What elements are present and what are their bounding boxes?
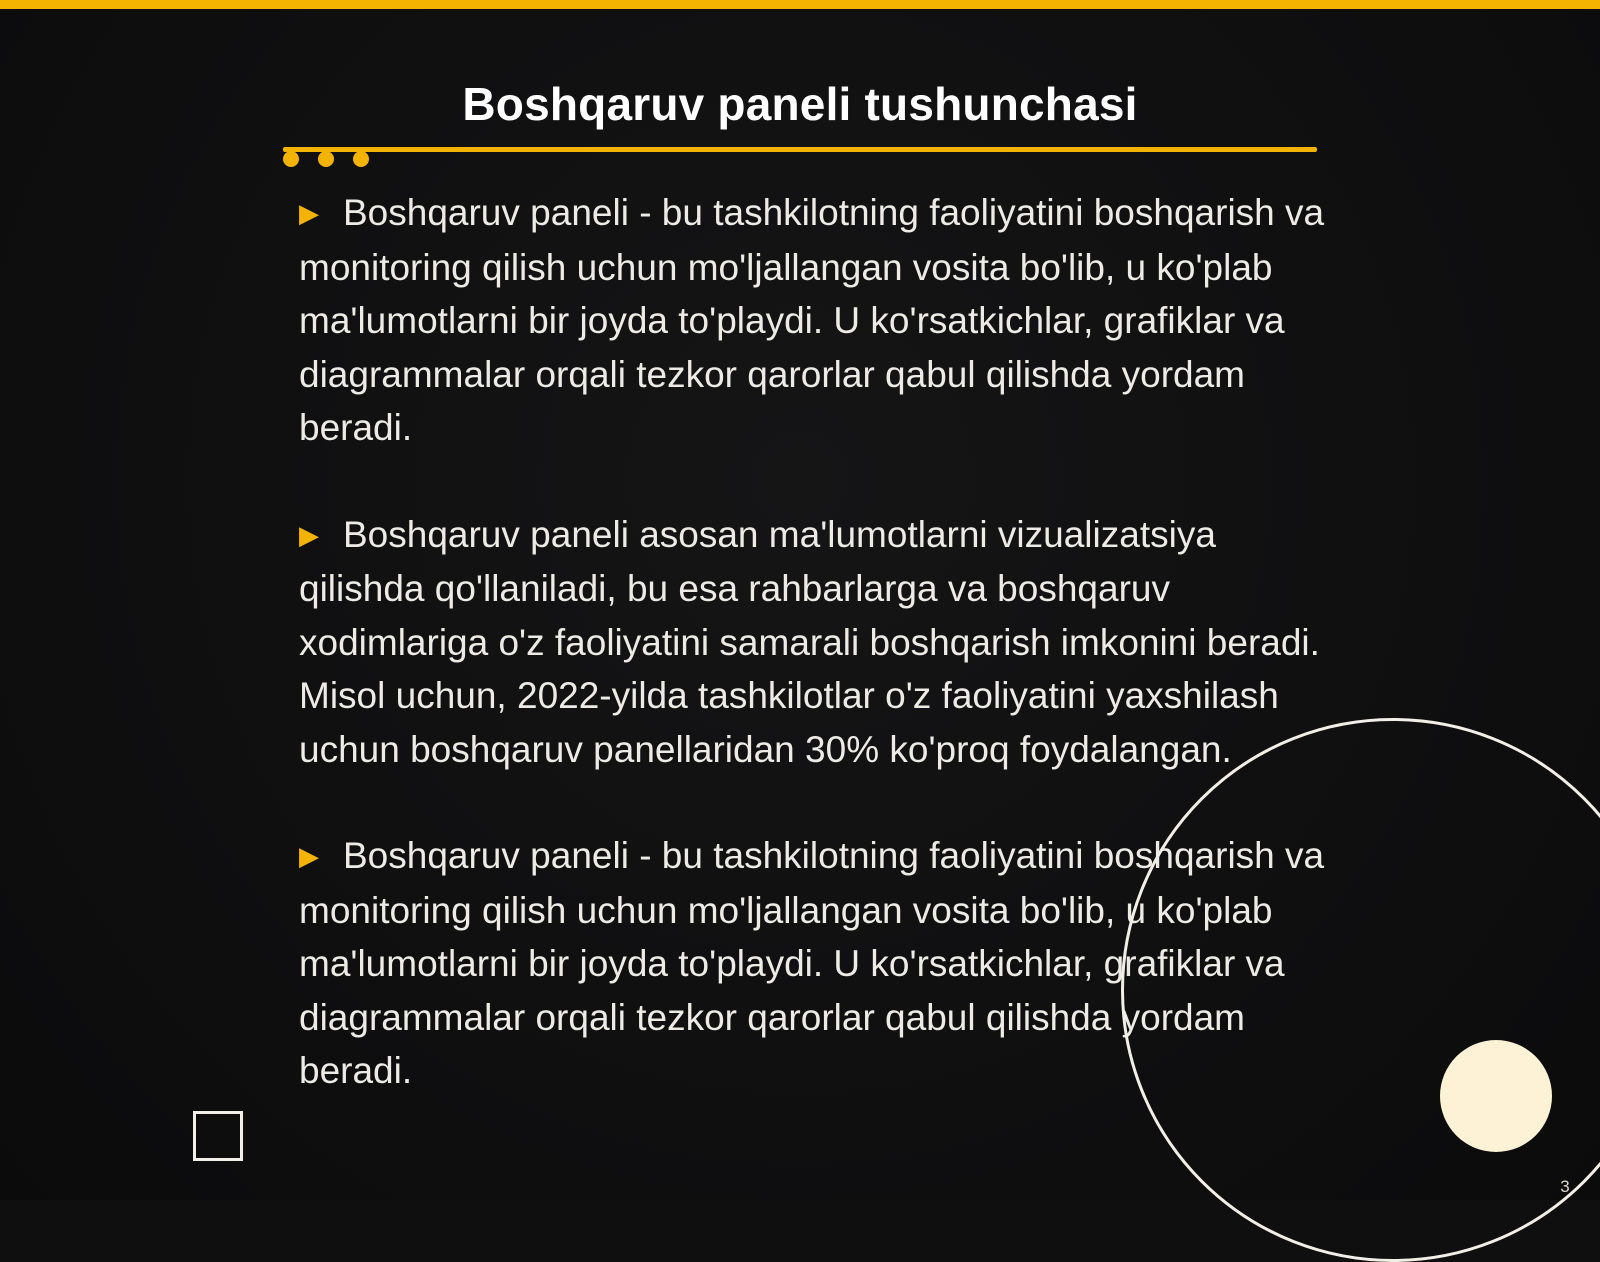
decor-dot <box>283 151 299 167</box>
top-accent-bar <box>0 0 1600 9</box>
decor-square-outline <box>193 1111 243 1161</box>
bullet-text: Boshqaruv paneli - bu tashkilotning faoliyatini boshqarish va monitoring qilish uchun mo'ljallangan vosita bo'lib, u ko'plab ma'lumotlarni bir joyda to'playdi. U ko'rsatkichlar, grafiklar va diagrammalar orqali tezkor qarorlar qabul qilishda yordam beradi. <box>299 192 1325 448</box>
triangle-right-icon: ▶ <box>299 198 319 228</box>
bullet-item <box>299 186 1329 455</box>
triangle-right-icon: ▶ <box>299 841 319 871</box>
bullet-item <box>299 508 1329 777</box>
bullet-text: Boshqaruv paneli asosan ma'lumotlarni vizualizatsiya qilishda qo'llaniladi, bu esa rahbarlarga va boshqaruv xodimlariga o'z faoliyatini samarali boshqarish imkonini beradi. Misol uchun, 2022-yilda tashkilotlar o'z faoliyatini yaxshilash uchun boshqaruv panellaridan 30% ko'proq foydalangan. <box>299 513 1320 770</box>
slide-title: Boshqaruv paneli tushunchasi <box>462 78 1138 130</box>
bullet-text: Boshqaruv paneli - bu tashkilotning faoliyatini boshqarish va monitoring qilish uchun mo'ljallangan vosita bo'lib, u ko'plab ma'lumotlarni bir joyda to'playdi. U ko'rsatkichlar, grafiklar va diagrammalar orqali tezkor qarorlar qabul qilishda yordam beradi. <box>299 835 1325 1091</box>
decor-circle-filled <box>1440 1040 1552 1152</box>
title-underline <box>283 147 1317 152</box>
decor-dot <box>318 151 334 167</box>
triangle-right-icon: ▶ <box>299 519 319 550</box>
decor-dot <box>353 151 369 167</box>
page-number: 3 <box>1560 1177 1570 1196</box>
